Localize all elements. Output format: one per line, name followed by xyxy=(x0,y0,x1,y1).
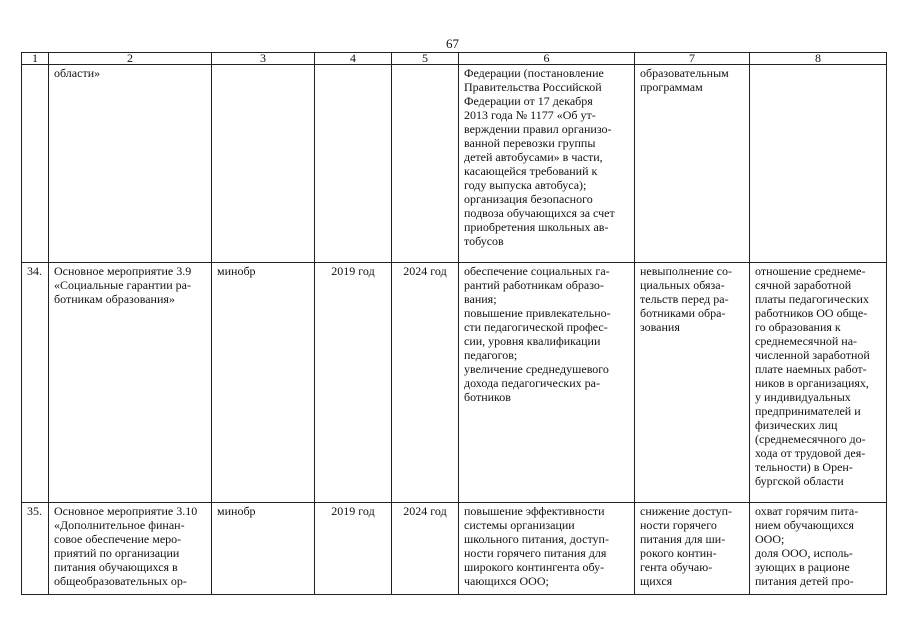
column-number-header: 3 xyxy=(212,53,315,65)
measures-table xyxy=(21,52,887,595)
executor-cell xyxy=(212,65,315,263)
expected-result-cell: повышение эффективности системы организации школьного питания, доступ- ности горячего питания для широкого контингента обу- чающихся ООО; xyxy=(459,503,635,595)
page-number: 67 xyxy=(446,36,459,51)
column-number-header: 5 xyxy=(392,53,459,65)
expected-result-cell: обеспечение социальных га- рантий работникам образо- вания; повышение привлекательно- сти педагогической профес- сии, уровня квалификации педагогов; увеличение среднедушевого дохода педагогических ра- ботников xyxy=(459,263,635,503)
row-number-cell: 34. xyxy=(22,263,49,503)
row-number-cell: 35. xyxy=(22,503,49,595)
consequences-cell: образовательным программам xyxy=(635,65,750,263)
row-number-cell xyxy=(22,65,49,263)
indicator-link-cell: отношение среднеме- сячной заработной платы педагогических работников ОО обще- го образования к среднемесячной на- численной заработной плате наемных работ- ников в организациях, у индивидуальных предпринимателей и физических лиц (среднемесячного до- хода от трудовой дея- тельности) в Орен- бургской области xyxy=(750,263,887,503)
end-year-cell: 2024 год xyxy=(392,503,459,595)
column-number-header: 2 xyxy=(49,53,212,65)
column-number-header: 4 xyxy=(315,53,392,65)
measure-name-cell: области» xyxy=(49,65,212,263)
consequences-cell: невыполнение со- циальных обяза- тельств перед ра- ботниками обра- зования xyxy=(635,263,750,503)
column-number-header: 1 xyxy=(22,53,49,65)
table-header-row xyxy=(22,53,887,65)
column-number-header: 8 xyxy=(750,53,887,65)
executor-cell: минобр xyxy=(212,503,315,595)
start-year-cell: 2019 год xyxy=(315,263,392,503)
expected-result-cell: Федерации (постановление Правительства Российской Федерации от 17 декабря 2013 года № 1177 «Об ут- верждении правил организо- ванной перевозки группы детей автобусами» в части, касающейся требований к году выпуска автобуса); организация безопасного подвоза обучающихся за счет приобретения школьных ав- тобусов xyxy=(459,65,635,263)
table-row xyxy=(22,263,887,503)
measure-name-cell: Основное мероприятие 3.10 «Дополнительное финан- совое обеспечение меро- приятий по организации питания обучающихся в общеобразовательных ор- xyxy=(49,503,212,595)
column-number-header: 7 xyxy=(635,53,750,65)
start-year-cell xyxy=(315,65,392,263)
indicator-link-cell xyxy=(750,65,887,263)
table-row xyxy=(22,503,887,595)
end-year-cell: 2024 год xyxy=(392,263,459,503)
table-row xyxy=(22,65,887,263)
consequences-cell: снижение доступ- ности горячего питания для ши- рокого контин- гента обучаю- щихся xyxy=(635,503,750,595)
executor-cell: минобр xyxy=(212,263,315,503)
indicator-link-cell: охват горячим пита- нием обучающихся ООО; доля ООО, исполь- зующих в рационе питания детей про- xyxy=(750,503,887,595)
measure-name-cell: Основное мероприятие 3.9 «Социальные гарантии ра- ботникам образования» xyxy=(49,263,212,503)
start-year-cell: 2019 год xyxy=(315,503,392,595)
end-year-cell xyxy=(392,65,459,263)
column-number-header: 6 xyxy=(459,53,635,65)
